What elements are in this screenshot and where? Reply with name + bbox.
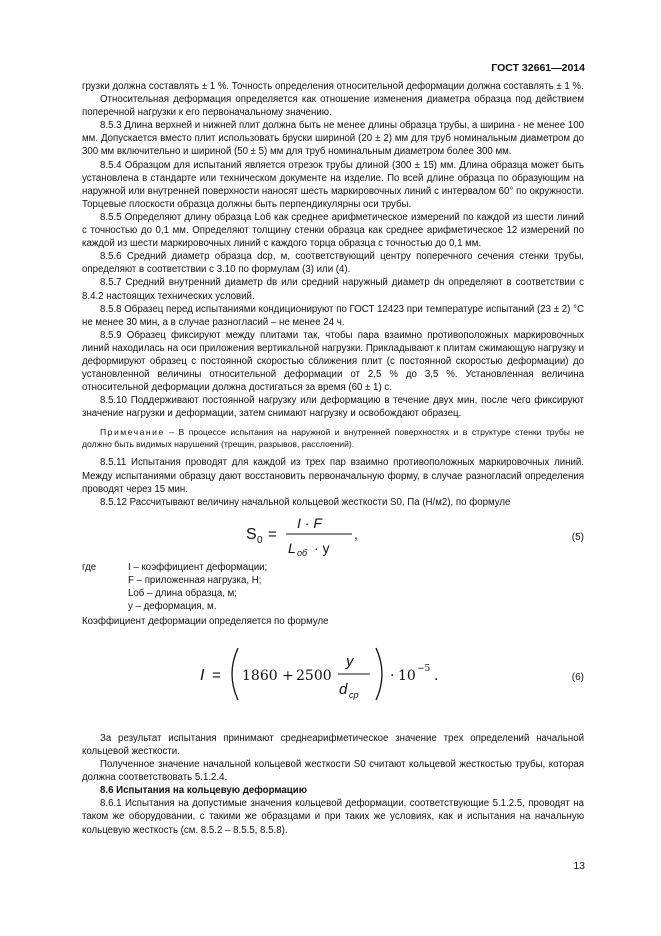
variable-definitions (82, 561, 584, 615)
where-label: где (82, 561, 97, 573)
svg-text:0: 0 (257, 534, 263, 546)
coef-2500: 2500 (296, 667, 332, 684)
document-header: ГОСТ 32661—2014 (491, 62, 585, 74)
page-number: 13 (573, 860, 585, 872)
clause-8-5-11: 8.5.11 Испытания проводят для каждой из трех пар взаимно противоположных маркировочных линий. Между испытаниями образцу дают восстановить первоначальную форму, в случае разногласий определения проводят через 15 мин. (82, 457, 584, 495)
formula-6-graphic (200, 638, 520, 716)
result-paragraph: Полученное значение начальной кольцевой жесткости S0 считают кольцевой жесткостью трубы, которая должна соответствовать 5.1.2.4. (82, 759, 584, 784)
svg-text:+: + (282, 667, 294, 684)
page-body (82, 80, 584, 837)
equation-number-6: (6) (571, 671, 584, 683)
clause-8-5-4: 8.5.4 Образцом для испытаний является отрезок трубы длиной (300 ± 15) мм. Длина образца может быть установлена в стандарте или техническом документе на изделие. По всей длине образца по образующим на наружной или внутренней поверхности наносят шесть маркировочных линий с интервалом 60° по окружности. Торцевые плоскости образца должны быть перпендикулярны оси трубы. (82, 159, 584, 210)
clause-8-5-9: 8.5.9 Образец фиксируют между плитами так, чтобы пара взаимно противоположных маркировочных линий находилась на оси приложения вертикальной нагрузки. Прикладывают к плитам сжимающую нагрузку и деформируют образец с постоянной скоростью сближения плит (с постоянной скоростью деформации) до установленной величины относительной деформации от 2,5 % до 3,5 %. Установленная величина относительной деформации должна достигаться за время (60 ± 1) с. (82, 329, 584, 394)
definition-item: Lоб – длина образца, м; (128, 588, 237, 599)
paragraph: грузки должна составлять ± 1 %. Точность определения относительной деформации должна составлять ± 1 %. (82, 81, 584, 92)
clause-8-5-5: 8.5.5 Определяют длину образца Lоб как среднее арифметическое измерений по каждой из шести линий с точностью до 0,1 мм. Определяют толщину стенки образца как среднее арифметическое 12 измерений по каждой из шести маркировочных линий с каждого торца образца с точностью до 0,1 мм. (82, 211, 584, 250)
equation-number-5: (5) (571, 531, 584, 543)
definition-item: F – приложенная нагрузка, Н; (128, 574, 262, 586)
clause-8-5-6: 8.5.6 Средний диаметр образца dср, м, соответствующий центру поперечного сечения стенки трубы, определяют в соответствии с 3.10 по формулам (3) или (4). (82, 251, 584, 276)
result-paragraph: За результат испытания принимают среднеарифметическое значение трех определений начальной кольцевой жесткости. (82, 732, 584, 757)
svg-text:d: d (339, 680, 348, 698)
svg-text:ср: ср (349, 689, 359, 700)
clause-8-5-3: 8.5.3 Длина верхней и нижней плит должна быть не менее длины образца трубы, а ширина - не менее 100 мм. Допускается вместо плит использовать бруски шириной (20 ± 2) мм для труб номинальным диаметром до 300 мм включительно и шириной (50 ± 5) мм для труб номинальным диаметром более 300 мм. (82, 120, 584, 158)
svg-text:L: L (288, 539, 296, 556)
clause-8-5-12: 8.5.12 Рассчитывают величину начальной кольцевой жесткости S0, Па (Н/м2), по формуле (100, 496, 511, 508)
coefficient-intro: Коэффициент деформации определяется по формуле (82, 615, 329, 627)
svg-text:I · F: I · F (297, 514, 322, 531)
formula-5-graphic (232, 509, 532, 561)
definition-list (128, 561, 267, 613)
definition-item: y – деформация, м. (128, 601, 217, 613)
svg-text:·: · (390, 667, 395, 684)
svg-text:=: = (268, 525, 277, 543)
definition-item: I – коэффициент деформации; (128, 561, 268, 573)
clause-8-5-10: 8.5.10 Поддерживают постоянной нагрузку или деформацию в течение двух мин, после чего фиксируют значение нагрузки и деформации, затем снимают нагрузку и освобождают образец. (82, 395, 584, 420)
paragraph: Относительная деформация определяется как отношение изменения диаметра образца под действием поперечной нагрузки к его первоначальному значению. (82, 94, 584, 119)
power-base: 10 (398, 667, 416, 684)
svg-text:об: об (297, 547, 308, 558)
note-text: – В процессе испытания на наружной и внутренней поверхностях и в структуре стенки трубы не должно быть видимых нарушений (трещин, разрывов, расслоений). (82, 427, 584, 450)
svg-text:.: . (434, 667, 439, 684)
svg-text:,: , (354, 525, 358, 542)
clause-8-5-7: 8.5.7 Средний внутренний диаметр dв или средний наружный диаметр dн определяют в соответствии с 8.4.2 настоящих технических условий. (82, 277, 584, 302)
svg-text:y: y (346, 652, 354, 670)
coef-1860: 1860 (242, 667, 278, 684)
svg-text:S: S (246, 525, 257, 543)
svg-text:I: I (200, 666, 205, 684)
svg-text:· y: · y (314, 539, 330, 556)
clause-8-6-1: 8.6.1 Испытания на допустимые значения кольцевой деформации, соответствующие 5.1.2.5, проводят на таком же оборудовании, с такими же образцами и при таких же условиях, как и испытания на начальную кольцевую жесткость (см. 8.5.2 – 8.5.5, 8.5.8). (82, 798, 584, 836)
note (82, 426, 584, 450)
svg-text:=: = (212, 666, 221, 684)
formula-5 (82, 509, 584, 561)
section-heading-8-6: 8.6 Испытания на кольцевую деформацию (100, 785, 307, 797)
clause-8-5-8: 8.5.8 Образец перед испытаниями кондиционируют по ГОСТ 12423 при температуре испытаний (23 ± 2) °С не менее 30 мин, а в случае разногласий – не менее 24 ч. (82, 303, 584, 328)
formula-6 (82, 628, 584, 706)
note-label: Примечание (100, 427, 165, 438)
power-exponent: −5 (417, 663, 431, 674)
